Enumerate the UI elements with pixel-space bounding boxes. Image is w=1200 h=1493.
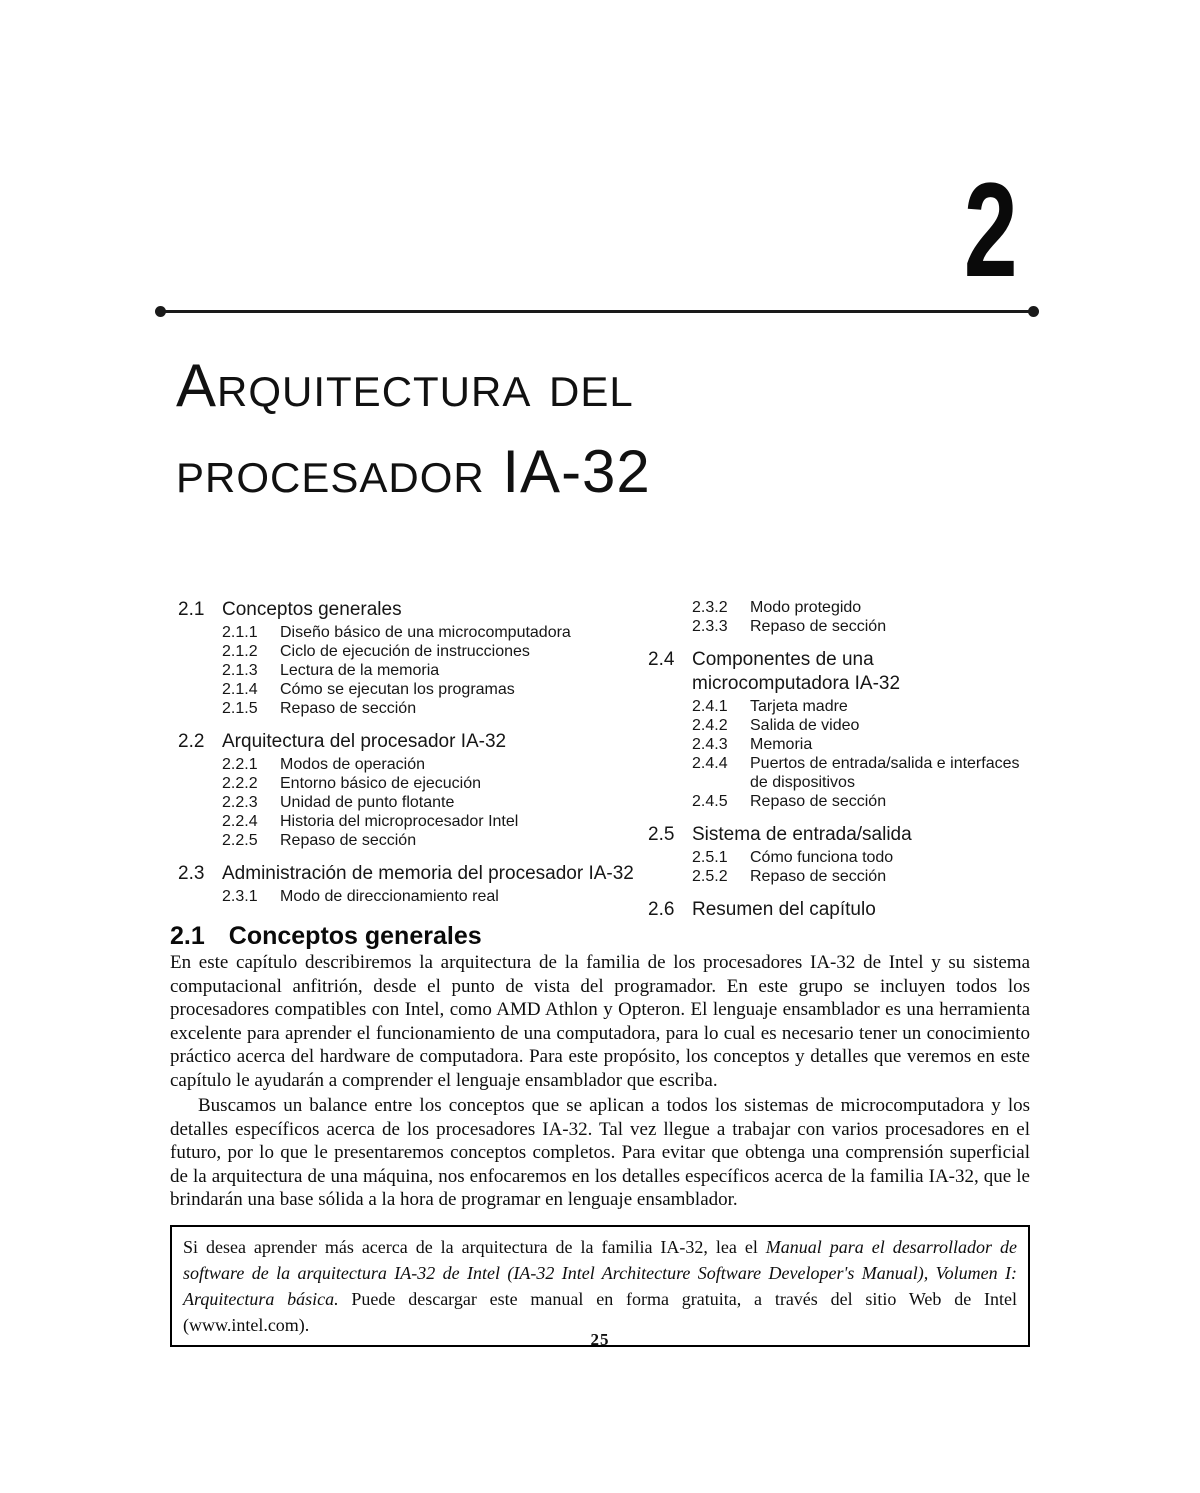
- toc-subsection-list: [178, 755, 640, 850]
- toc-subsection-number: 2.4.2: [692, 717, 728, 734]
- toc-subsection-row: [222, 680, 640, 699]
- toc-subsection-title: Salida de video: [750, 717, 860, 734]
- toc-subsection-title: Entorno básico de ejecución: [280, 775, 482, 792]
- page-number: 25: [590, 1330, 610, 1349]
- toc-section-title: Resumen del capítulo: [692, 899, 876, 920]
- toc-section-number: 2.4: [648, 649, 675, 670]
- toc-subsection-list: [648, 848, 1036, 886]
- toc-subsection-number: 2.2.2: [222, 775, 258, 792]
- toc-subsection-title: Historia del microprocesador Intel: [280, 813, 519, 830]
- toc-subsection-number: 2.5.1: [692, 849, 728, 866]
- body-paragraph-2: Buscamos un balance entre los conceptos que se aplican a todos los sistemas de microcomputadora y los detalles específicos acerca de los procesadores IA-32. Tal vez llegue a trabajar con varios procesadores en el futuro, por lo que le presentaremos conceptos completos. Para evitar que obtenga una comprensión superficial de la arquitectura de una máquina, nos enfocaremos en los detalles específicos acerca de la familia IA-32, que le brindarán una base sólida a la hora de programar en lenguaje ensamblador.: [170, 1095, 1030, 1210]
- toc-subsection-row: [222, 699, 640, 718]
- toc-subsection-title: Repaso de sección: [280, 832, 417, 849]
- toc-section-row: [648, 823, 1036, 847]
- toc-subsection-title: Diseño básico de una microcomputadora: [280, 624, 571, 641]
- toc-subsection-number: 2.1.5: [222, 700, 258, 717]
- toc-subsection-row: [692, 792, 1036, 811]
- section-heading-title: Conceptos generales: [228, 922, 482, 950]
- toc-subsection-list: [178, 887, 640, 906]
- toc-subsection-number: 2.3.1: [222, 888, 258, 905]
- toc-subsection-number: 2.2.4: [222, 813, 258, 830]
- toc-subsection-row: [222, 793, 640, 812]
- toc-subsection-number: 2.3.3: [692, 618, 728, 635]
- toc-left-column: [178, 598, 640, 923]
- toc-subsection-row: [692, 716, 1036, 735]
- section-heading: [170, 922, 482, 950]
- toc-subsection-number: 2.4.1: [692, 698, 728, 715]
- toc-subsection-title: Cómo se ejecutan los programas: [280, 681, 515, 698]
- toc-section-group: [648, 898, 1036, 922]
- note-text-tail: Puede descargar este manual en forma gratuita, a través del sitio Web de Intel (www.intel.com).: [183, 1289, 1017, 1335]
- toc-subsection-title: Repaso de sección: [750, 618, 887, 635]
- toc-subsection-row: [222, 642, 640, 661]
- toc-subsection-number: 2.1.2: [222, 643, 258, 660]
- toc-subsection-title: Modo protegido: [750, 599, 862, 616]
- toc-subsection-title: Modos de operación: [280, 756, 425, 773]
- rule-left-dot: [155, 306, 166, 317]
- toc-subsection-number: 2.4.3: [692, 736, 728, 753]
- toc-subsection-number: 2.1.1: [222, 624, 258, 641]
- toc-section-row: [648, 648, 1036, 696]
- rule-right-dot: [1028, 306, 1039, 317]
- toc-right-column: [648, 598, 1036, 923]
- toc-subsection-title: Lectura de la memoria: [280, 662, 440, 679]
- toc-subsection-list: [178, 623, 640, 718]
- toc-section-title: Administración de memoria del procesador IA-32: [222, 863, 634, 884]
- toc-subsection-title: Repaso de sección: [750, 868, 887, 885]
- chapter-divider-rule: [157, 310, 1037, 313]
- toc-subsection-row: [692, 598, 1036, 617]
- toc-section-title: Arquitectura del procesador IA-32: [222, 731, 507, 752]
- toc-subsection-row: [222, 831, 640, 850]
- toc-subsection-title: Puertos de entrada/salida e interfaces de dispositivos: [750, 755, 1020, 791]
- toc-subsection-row: [222, 623, 640, 642]
- toc-subsection-title: Repaso de sección: [280, 700, 417, 717]
- toc-subsection-number: 2.2.1: [222, 756, 258, 773]
- toc-section-number: 2.5: [648, 824, 675, 845]
- toc-section-number: 2.1: [178, 599, 205, 620]
- note-text-lead: Si desea aprender más acerca de la arquitectura de la familia IA-32, lea el: [183, 1237, 766, 1257]
- toc-subsection-number: 2.5.2: [692, 868, 728, 885]
- toc-subsection-list: [648, 598, 1036, 636]
- toc-subsection-title: Cómo funciona todo: [750, 849, 894, 866]
- toc-subsection-row: [222, 661, 640, 680]
- toc-section-title: Conceptos generales: [222, 599, 402, 620]
- toc-subsection-row: [222, 755, 640, 774]
- body-text: [170, 951, 1030, 1212]
- toc-section-row: [178, 598, 640, 622]
- toc-subsection-row: [692, 754, 1036, 792]
- section-heading-number: 2.1: [170, 922, 205, 950]
- toc-subsection-number: 2.2.3: [222, 794, 258, 811]
- toc-subsection-row: [692, 848, 1036, 867]
- toc-subsection-row: [222, 887, 640, 906]
- toc-subsection-title: Tarjeta madre: [750, 698, 848, 715]
- chapter-title: [176, 343, 651, 515]
- chapter-title-line-2: procesador IA-32: [176, 438, 651, 505]
- toc-subsection-title: Memoria: [750, 736, 813, 753]
- note-box: [170, 1225, 1030, 1347]
- body-paragraph-1: En este capítulo describiremos la arquitectura de la familia de los procesadores IA-32 de Intel y su sistema computacional anfitrión, desde el punto de vista del programador. En este grupo se incluyen todos los procesadores compatibles con Intel, como AMD Athlon y Opteron. El lenguaje ensamblador es una herramienta excelente para aprender el funcionamiento de una computadora, para lo cual es necesario tener un conocimiento práctico acerca del hardware de computadora. Para este propósito, los conceptos y detalles que veremos en este capítulo le ayudarán a comprender el lenguaje ensamblador que escriba.: [170, 952, 1030, 1091]
- toc-section-number: 2.3: [178, 863, 205, 884]
- toc-subsection-row: [692, 697, 1036, 716]
- toc-section-group: [648, 648, 1036, 811]
- toc-section-row: [178, 862, 640, 886]
- toc-subsection-number: 2.1.4: [222, 681, 258, 698]
- toc-section-row: [178, 730, 640, 754]
- toc-section-title: Sistema de entrada/salida: [692, 824, 912, 845]
- toc-section-group: [178, 862, 640, 906]
- toc-section-group: [648, 598, 1036, 636]
- toc-subsection-number: 2.2.5: [222, 832, 258, 849]
- toc-subsection-number: 2.3.2: [692, 599, 728, 616]
- toc-subsection-row: [692, 735, 1036, 754]
- toc-section-group: [178, 598, 640, 718]
- toc-subsection-title: Modo de direccionamiento real: [280, 888, 499, 905]
- toc-subsection-number: 2.4.4: [692, 755, 728, 772]
- toc-subsection-number: 2.1.3: [222, 662, 258, 679]
- toc-subsection-title: Ciclo de ejecución de instrucciones: [280, 643, 530, 660]
- toc-section-number: 2.2: [178, 731, 205, 752]
- toc-subsection-row: [222, 812, 640, 831]
- toc-subsection-row: [692, 867, 1036, 886]
- toc-section-row: [648, 898, 1036, 922]
- chapter-number: 2: [964, 156, 1018, 305]
- chapter-title-line-1: Arquitectura del: [176, 352, 634, 419]
- toc-subsection-title: Unidad de punto flotante: [280, 794, 455, 811]
- toc-subsection-row: [222, 774, 640, 793]
- toc-section-group: [648, 823, 1036, 886]
- toc-subsection-list: [648, 697, 1036, 811]
- toc-section-title: Componentes de una microcomputadora IA-32: [692, 649, 901, 694]
- table-of-contents: [178, 598, 1036, 923]
- toc-subsection-title: Repaso de sección: [750, 793, 887, 810]
- toc-section-number: 2.6: [648, 899, 675, 920]
- toc-subsection-number: 2.4.5: [692, 793, 728, 810]
- note-text-italic: Manual para el desarrollador de software de la arquitectura IA-32 de Intel (IA-32 Intel Architecture Software Developer's Manual), Volumen I: Arquitectura básica.: [183, 1237, 1017, 1309]
- toc-section-group: [178, 730, 640, 850]
- toc-subsection-row: [692, 617, 1036, 636]
